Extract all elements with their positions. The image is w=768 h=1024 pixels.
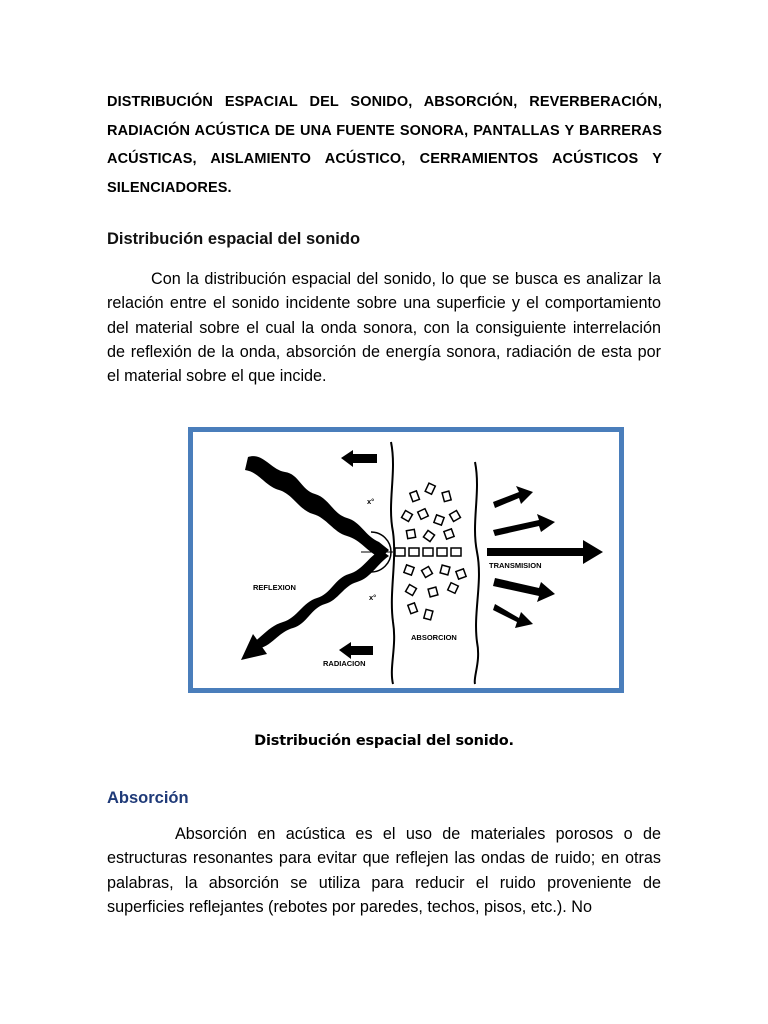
- radiation-arrow-bottom: [339, 642, 373, 659]
- label-radiacion: RADIACION: [323, 659, 366, 668]
- label-transmision: TRANSMISION: [489, 561, 542, 570]
- paragraph-absorcion: [107, 822, 661, 919]
- reflected-wave-band: [249, 550, 389, 654]
- figure-caption: Distribución espacial del sonido.: [254, 733, 514, 749]
- label-reflexion: REFLEXION: [253, 583, 296, 592]
- sound-distribution-diagram: [193, 432, 619, 688]
- figure-frame: [188, 427, 624, 693]
- paragraph-absorcion-text: Absorción en acústica es el uso de materiales porosos o de estructuras resonantes para evitar que reflejen las ondas de ruido; en otras palabras, la absorción se utiliza para reducir el ruido proveniente de superficies reflejantes (rebotes por paredes, techos, pisos, etc.). No: [107, 825, 661, 916]
- left-wall-line: [391, 442, 394, 684]
- radiation-arrow-top: [341, 450, 377, 467]
- incident-wave-band: [245, 456, 389, 558]
- paragraph-distribucion-text: Con la distribución espacial del sonido, lo que se busca es analizar la relación entre el sonido incidente sobre una superficie y el comportamiento del material sobre el cual la onda sonora, con la consiguiente interrelación de reflexión de la onda, absorción de energía sonora, radiación de esta por el material sobre el que incide.: [107, 270, 661, 386]
- section-heading-absorcion: Absorción: [107, 789, 189, 807]
- absorption-particles: [402, 483, 467, 620]
- document-title: DISTRIBUCIÓN ESPACIAL DEL SONIDO, ABSORCIÓN, REVERBERACIÓN, RADIACIÓN ACÚSTICA DE UNA FUENTE SONORA, PANTALLAS Y BARRERAS ACÚSTICAS, AISLAMIENTO ACÚSTICO, CERRAMIENTOS ACÚSTICOS Y SILENCIADORES.: [107, 94, 662, 196]
- transmission-beam-blocks: [395, 548, 461, 556]
- label-angle-bottom: x°: [369, 593, 377, 602]
- transmission-arrows: [487, 486, 603, 628]
- label-absorcion: ABSORCION: [411, 633, 457, 642]
- section-heading-distribucion: Distribución espacial del sonido: [107, 230, 361, 248]
- paragraph-distribucion: [107, 267, 661, 388]
- label-angle-top: x°: [367, 497, 375, 506]
- right-wall-line: [475, 462, 479, 684]
